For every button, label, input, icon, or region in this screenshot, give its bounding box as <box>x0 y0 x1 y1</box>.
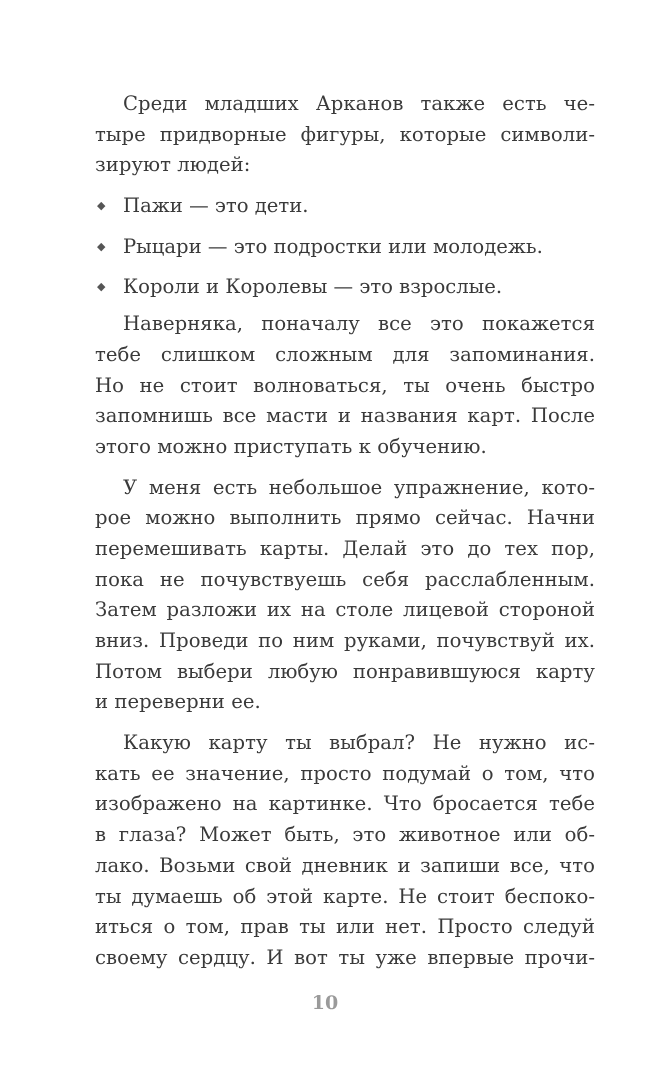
text-line: тебе слишком сложным для запоминания. <box>95 342 595 366</box>
diamond-bullet-icon: ◆ <box>97 199 106 213</box>
text-line: своему сердцу. И вот ты уже впервые прочи- <box>95 945 595 969</box>
text-line: перемешивать карты. Делай это до тех пор, <box>95 536 595 560</box>
text-line: зируют людей: <box>95 153 251 177</box>
page-number: 10 <box>311 992 339 1014</box>
text-line: в глаза? Может быть, это животное или об- <box>95 823 595 847</box>
diamond-bullet-icon: ◆ <box>97 239 106 253</box>
court-figures-list <box>95 191 595 303</box>
text-line: Наверняка, поначалу все это покажется <box>123 312 595 336</box>
body-text <box>95 89 595 974</box>
text-line: этого можно приступать к обучению. <box>95 434 487 458</box>
text-line: изображено на картинке. Что бросается тебе <box>95 792 595 816</box>
text-line: запомнишь все масти и названия карт. После <box>95 404 595 428</box>
text-line: кать ее значение, просто подумай о том, что <box>95 761 595 785</box>
text-line: рое можно выполнить прямо сейчас. Начни <box>95 506 595 530</box>
list-item <box>95 232 595 263</box>
text-line: Среди младших Арканов также есть че- <box>123 92 595 115</box>
text-line: У меня есть небольшое упражнение, кото- <box>123 475 595 499</box>
list-item <box>95 191 595 222</box>
text-line: пока не почувствуешь себя расслабленным. <box>95 567 595 591</box>
paragraph-exercise <box>95 473 595 719</box>
list-item-text: Короли и Королевы — это взрослые. <box>123 275 503 299</box>
diamond-bullet-icon: ◆ <box>97 280 106 294</box>
text-line: иться о том, прав ты или нет. Просто следуй <box>95 915 595 939</box>
text-line: Потом выбери любую понравившуюся карту <box>95 659 595 683</box>
text-line: лако. Возьми свой дневник и запиши все, что <box>95 853 595 877</box>
text-line: вниз. Проведи по ним руками, почувствуй их. <box>95 629 595 652</box>
paragraph-memorization <box>95 309 595 462</box>
text-line: ты думаешь об этой карте. Не стоит беспоко- <box>95 884 595 908</box>
list-item-text: Пажи — это дети. <box>123 194 309 218</box>
text-line: тыре придворные фигуры, которые символи- <box>95 122 595 146</box>
list-item-text: Рыцари — это подростки или молодежь. <box>123 234 543 258</box>
paragraph-court-figures <box>95 89 595 181</box>
text-line: и переверни ее. <box>95 690 261 714</box>
list-item <box>95 272 595 303</box>
text-line: Какую карту ты выбрал? Не нужно ис- <box>123 731 595 755</box>
paragraph-chosen-card <box>95 728 595 974</box>
text-line: Но не стоит волноваться, ты очень быстро <box>95 373 595 397</box>
text-line: Затем разложи их на столе лицевой стороной <box>95 598 595 622</box>
